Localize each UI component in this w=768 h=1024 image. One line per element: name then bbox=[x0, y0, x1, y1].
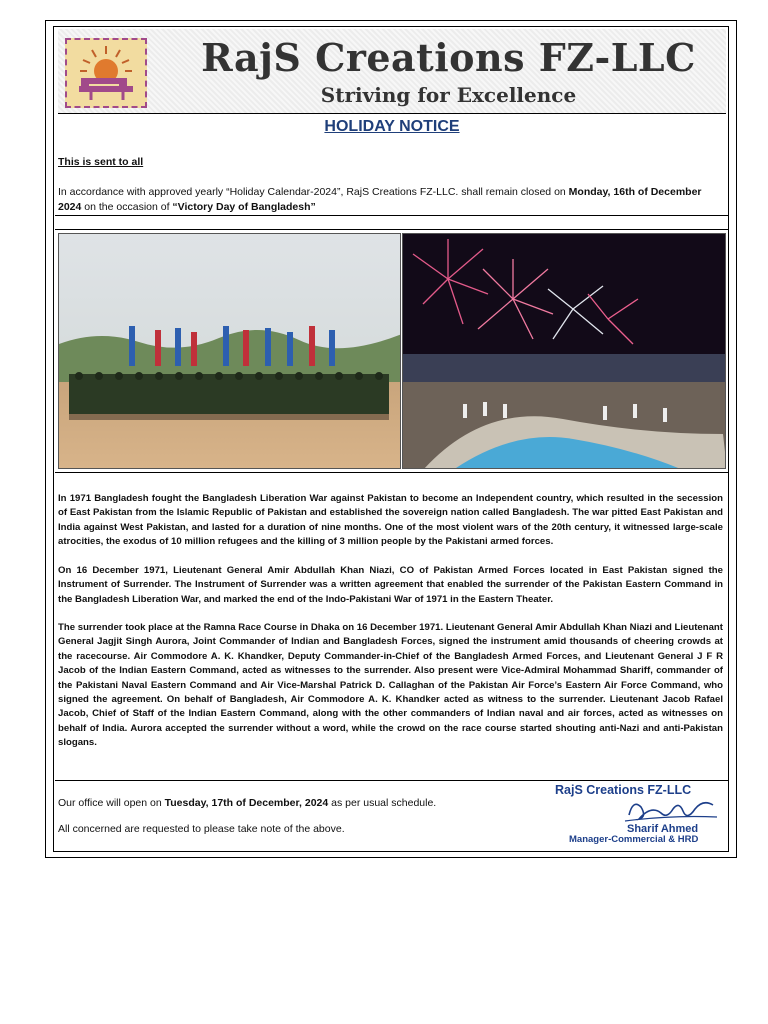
signature-company: RajS Creations FZ-LLC bbox=[555, 783, 692, 797]
divider bbox=[55, 215, 729, 216]
history-paragraph-3: The surrender took place at the Ramna Race Course in Dhaka on 16 December 1971. Lieutenant General Amir Abdullah Khan Niazi and Lieutenant General Jagjit Singh Aurora, Joint Commander of Indian and Bangladesh Forces, signed the instrument amid thousands of cheering crowds at the racecourse. Air Commodore A. K. Khandker, Deputy Commander-in-Chief of the Bangladesh Armed Forces, and Lieutenant General J F R Jacob of the Indian Eastern Command, acted as witnesses to the surrender. Also present were Vice-Admiral Mohammad Shariff, commander of the Pakistani Naval Eastern Command and Air Vice-Marshal Patrick D. Callaghan of the Pakistan Air Force’s Eastern Air Force Command, who signed the agreement. On behalf of Bangladesh, Air Commodore A. K. Khandker acted as witness to the surrender. Lieutenant Jacob Rafael Jacob, Chief of Staff of the Indian Eastern Command, along with the other commanders of Indian naval and air forces, acted as witnesses on behalf of India. Aurora accepted the surrender without a word, while the crowd on the race course started shouting anti-Nazi and anti-Pakistan slogans. bbox=[58, 622, 723, 749]
reopen-date: Tuesday, 17th of December, 2024 bbox=[164, 797, 329, 809]
closure-date: Monday, 16th of December 2024 bbox=[58, 186, 702, 213]
sewing-machine-sun-icon bbox=[67, 40, 145, 106]
intro-mid-text: on the occasion of bbox=[81, 201, 173, 213]
parade-photo bbox=[58, 233, 401, 469]
company-tagline: Striving for Excellence bbox=[320, 83, 577, 107]
occasion-name: “Victory Day of Bangladesh” bbox=[172, 201, 316, 213]
company-name: RajS Creations FZ-LLC bbox=[201, 35, 696, 80]
signatory-name: Sharif Ahmed bbox=[627, 823, 699, 835]
history-paragraph-2: On 16 December 1971, Lieutenant General Amir Abdullah Khan Niazi, CO of Pakistan Armed Forces located in East Pakistan signed the Instrument of Surrender. The Instrument of Surrender was a written agreement that enabled the surrender of the Pakistan Eastern Command in the Bangladesh Liberation War, and marked the end of the Indo-Pakistani War of 1971 in the Eastern Theater. bbox=[58, 565, 723, 605]
closing-note: All concerned are requested to please take note of the above. bbox=[58, 823, 345, 835]
letterhead bbox=[58, 29, 726, 114]
divider bbox=[55, 229, 729, 230]
reopen-line bbox=[58, 797, 436, 809]
company-logo bbox=[65, 38, 147, 108]
intro-paragraph bbox=[58, 185, 724, 215]
reopen-prefix: Our office will open on bbox=[58, 797, 165, 809]
history-paragraph-1: In 1971 Bangladesh fought the Bangladesh Liberation War against Pakistan to become an Independent country, which resulted in the secession of East Pakistan from the Islamic Republic of Pakistan and established the sovereign nation called Bangladesh. The war pitted East Pakistan and India against West Pakistan, and lasted for a duration of nine months. One of the most violent wars of the 20th century, it witnessed large-scale atrocities, the exodus of 10 million refugees and the killing of 3 million people by the Pakistani armed forces. bbox=[58, 493, 723, 548]
reopen-suffix: as per usual schedule. bbox=[328, 797, 437, 809]
fireworks-photo bbox=[402, 233, 726, 469]
signature-block bbox=[555, 783, 725, 849]
intro-text: In accordance with approved yearly “Holiday Calendar-2024”, RajS Creations FZ-LLC. shall remain closed on bbox=[58, 186, 569, 198]
divider bbox=[55, 780, 729, 781]
signatory-title: Manager-Commercial & HRD bbox=[569, 834, 699, 845]
divider bbox=[55, 472, 729, 473]
notice-title: HOLIDAY NOTICE bbox=[324, 118, 460, 135]
recipients-line: This is sent to all bbox=[58, 156, 144, 168]
